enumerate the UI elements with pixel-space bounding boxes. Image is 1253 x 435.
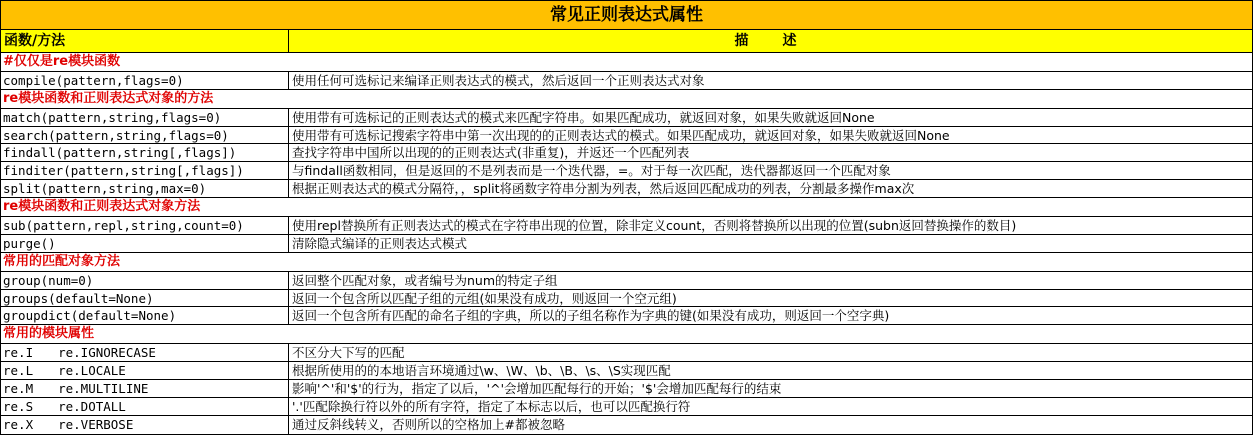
- table-header: [1, 30, 1252, 53]
- table-row: [1, 180, 1252, 198]
- table-row: [1, 416, 1252, 434]
- section-title: 常用的匹配对象方法: [1, 253, 1252, 272]
- method-cell: re.X re.VERBOSE: [1, 416, 289, 434]
- table-row: [1, 344, 1252, 362]
- description-cell: '.'匹配除换行符以外的所有字符，指定了本标志以后，也可以匹配换行符: [292, 398, 691, 414]
- table-row: [1, 380, 1252, 398]
- method-cell: finditer(pattern,string[,flags]): [1, 162, 289, 179]
- section-title: 常用的模块属性: [1, 325, 1252, 344]
- table-row: [1, 72, 1252, 90]
- table-row: [1, 290, 1252, 308]
- method-cell: search(pattern,string,flags=0): [1, 127, 289, 144]
- table-row: [1, 144, 1252, 162]
- table-row: [1, 235, 1252, 253]
- description-cell: 不区分大下写的匹配: [292, 345, 405, 361]
- method-cell: group(num=0): [1, 272, 289, 289]
- section-title: re模块函数和正则表达式对象方法: [1, 198, 1252, 217]
- table-title: 常见正则表达式属性: [1, 1, 1252, 30]
- header-method: 函数/方法: [1, 30, 289, 52]
- description-cell: 影响'^'和'$'的行为，指定了以后，'^'会增加匹配每行的开始；'$'会增加匹配每行的结束: [292, 381, 782, 397]
- table-row: [1, 162, 1252, 180]
- description-cell: 返回一个包含所以匹配子组的元组(如果没有成功，则返回一个空元组): [292, 290, 677, 306]
- description-cell: 与findall函数相同，但是返回的不是列表而是一个迭代器，=。对于每一次匹配，迭代器都返回一个匹配对象: [292, 163, 891, 179]
- table-row: [1, 272, 1252, 290]
- method-cell: purge(): [1, 235, 289, 252]
- table-row: [1, 307, 1252, 325]
- section-title: re模块函数和正则表达式对象的方法: [1, 90, 1252, 109]
- table-row: [1, 362, 1252, 380]
- method-cell: re.S re.DOTALL: [1, 398, 289, 415]
- description-cell: 查找字符串中国所以出现的的正则表达式(非重复)，并返还一个匹配列表: [292, 145, 690, 161]
- description-cell: 根据所使用的的本地语言环境通过\w、\W、\b、\B、\s、\S实现匹配: [292, 363, 671, 379]
- table-row: [1, 109, 1252, 127]
- description-cell: 使用任何可选标记来编译正则表达式的模式，然后返回一个正则表达式对象: [292, 72, 705, 88]
- method-cell: sub(pattern,repl,string,count=0): [1, 217, 289, 234]
- description-cell: 返回整个匹配对象，或者编号为num的特定子组: [292, 272, 558, 288]
- method-cell: match(pattern,string,flags=0): [1, 109, 289, 126]
- description-cell: 清除隐式编译的正则表达式模式: [292, 235, 468, 251]
- method-cell: groups(default=None): [1, 290, 289, 307]
- description-cell: 返回一个包含所有匹配的命名子组的字典，所以的子组名称作为字典的键(如果没有成功，则返回一个空字典): [292, 308, 890, 324]
- section-title: #仅仅是re模块函数: [1, 53, 1252, 72]
- description-cell: 根据正则表达式的模式分隔符，，split将函数字符串分割为列表，然后返回匹配成功的列表，分割最多操作max次: [292, 181, 915, 197]
- method-cell: findall(pattern,string[,flags]): [1, 144, 289, 161]
- header-description: 描 述: [734, 33, 807, 49]
- table-row: [1, 127, 1252, 145]
- method-cell: re.L re.LOCALE: [1, 362, 289, 379]
- method-cell: compile(pattern,flags=0): [1, 72, 289, 89]
- description-cell: 通过反斜线转义，否则所以的空格加上#都被忽略: [292, 416, 565, 432]
- method-cell: re.I re.IGNORECASE: [1, 344, 289, 361]
- table-row: [1, 217, 1252, 235]
- method-cell: re.M re.MULTILINE: [1, 380, 289, 397]
- table-row: [1, 398, 1252, 416]
- method-cell: groupdict(default=None): [1, 307, 289, 324]
- description-cell: 使用带有可选标记的正则表达式的模式来匹配字符串。如果匹配成功，就返回对象，如果失败就返回None: [292, 109, 875, 125]
- description-cell: 使用带有可选标记搜索字符串中第一次出现的的正则表达式的模式。如果匹配成功，就返回对象，如果失败就返回None: [292, 127, 950, 143]
- description-cell: 使用repl替换所有正则表达式的模式在字符串出现的位置，除非定义count，否则将替换所以出现的位置(subn返回替换操作的数目): [292, 218, 1017, 234]
- method-cell: split(pattern,string,max=0): [1, 180, 289, 197]
